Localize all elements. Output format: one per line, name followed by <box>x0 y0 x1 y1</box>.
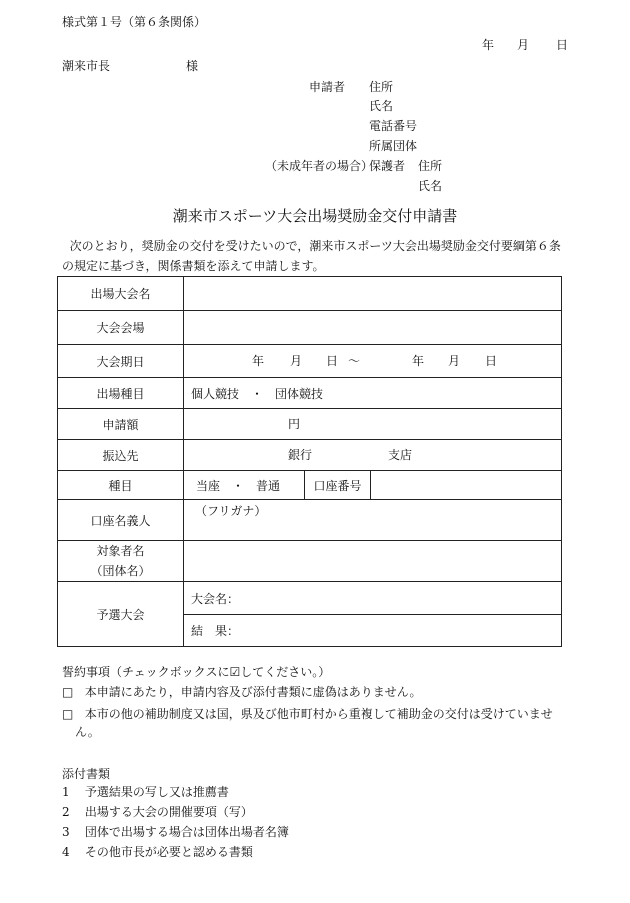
checked-box-icon: ☑ <box>229 665 241 679</box>
applicant-name: 氏名 <box>369 99 394 113</box>
form-number: 様式第１号（第６条関係） <box>62 15 207 29</box>
qualifier-result-field[interactable]: 結 果： <box>184 615 562 647</box>
attachment-item: 4 その他市長が必要と認める書類 <box>62 845 253 859</box>
date-month: 月 <box>517 38 530 52</box>
pledge-item-1: □ 本申請にあたり，申請内容及び添付書類に虚偽はありません。 <box>62 685 422 699</box>
period-month-2: 月 <box>448 354 461 368</box>
event-name-label: 出場大会名 <box>58 277 184 311</box>
account-number-label: 口座番号 <box>305 471 371 499</box>
applicant-phone: 電話番号 <box>369 119 418 133</box>
guardian-address: 住所 <box>418 159 443 173</box>
bank-label: 銀行 <box>288 448 313 462</box>
applicant-affiliation: 所属団体 <box>369 139 418 153</box>
period-month-1: 月 <box>290 354 303 368</box>
attachment-item: 1 予選結果の写し又は推薦書 <box>62 785 229 799</box>
honorific: 様 <box>186 59 199 73</box>
event-name-field[interactable] <box>184 277 562 311</box>
pledge-item-2-cont: ん。 <box>75 725 100 739</box>
category-field[interactable]: 個人競技 ・ 団体競技 <box>184 378 562 409</box>
account-row <box>184 471 562 500</box>
document-title: 潮来市スポーツ大会出場奨励金交付申請書 <box>172 207 458 225</box>
pledge-heading: 誓約事項（チェックボックスに☑してください。） <box>62 665 331 679</box>
amount-unit: 円 <box>288 417 301 431</box>
account-holder-field[interactable] <box>184 500 562 541</box>
target-label <box>58 541 184 582</box>
category-label: 出場種目 <box>58 378 184 409</box>
period-tilde: ～ <box>348 354 361 368</box>
applicant-address: 住所 <box>369 80 394 94</box>
pledge-item-2: □ 本市の他の補助制度又は国，県及び他市町村から重複して補助金の交付は受けていませ <box>62 707 553 721</box>
amount-field[interactable] <box>184 409 562 440</box>
venue-field[interactable] <box>184 311 562 345</box>
period-label: 大会期日 <box>58 345 184 378</box>
period-day-2: 日 <box>485 354 498 368</box>
guardian-name: 氏名 <box>418 179 443 193</box>
qualifier-event-field[interactable]: 大会名： <box>184 582 562 615</box>
intro-line-1: 次のとおり，奨励金の交付を受けたいので，潮来市スポーツ大会出場奨励金交付要綱第６条 <box>69 239 561 253</box>
pledge-checkbox-1[interactable]: □ <box>62 685 74 699</box>
target-group-label: （団体名） <box>90 564 151 578</box>
date-day: 日 <box>556 38 569 52</box>
attachment-item: 2 出場する大会の開催要項（写） <box>62 805 253 819</box>
addressee: 潮来市長 <box>62 59 111 73</box>
venue-label: 大会会場 <box>58 311 184 345</box>
qualifier-label: 予選大会 <box>58 582 184 647</box>
amount-label: 申請額 <box>58 409 184 440</box>
attachment-item: 3 団体で出場する場合は団体出場者名簿 <box>62 825 289 839</box>
target-name-label: 対象者名 <box>96 544 145 558</box>
period-year-1: 年 <box>252 354 265 368</box>
transfer-field[interactable] <box>184 440 562 471</box>
application-table <box>57 276 562 647</box>
account-number-field[interactable] <box>371 471 561 499</box>
intro-line-2: の規定に基づき，関係書類を添えて申請します。 <box>62 259 325 273</box>
branch-label: 支店 <box>388 448 413 462</box>
minor-case: （未成年者の場合） <box>265 159 374 173</box>
period-field[interactable] <box>184 345 562 378</box>
attachments-heading: 添付書類 <box>62 767 111 781</box>
furigana-label: （フリガナ） <box>195 504 267 518</box>
target-field[interactable] <box>184 541 562 582</box>
account-type-field[interactable]: 当座 ・ 普通 <box>184 471 305 499</box>
period-day-1: 日 <box>326 354 339 368</box>
account-type-label: 種目 <box>58 471 184 500</box>
guardian-label: 保護者 <box>369 159 406 173</box>
period-year-2: 年 <box>412 354 425 368</box>
pledge-checkbox-2[interactable]: □ <box>62 707 74 721</box>
account-holder-label: 口座名義人 <box>58 500 184 541</box>
transfer-label: 振込先 <box>58 440 184 471</box>
applicant-label: 申請者 <box>309 80 346 94</box>
date-year: 年 <box>482 38 495 52</box>
